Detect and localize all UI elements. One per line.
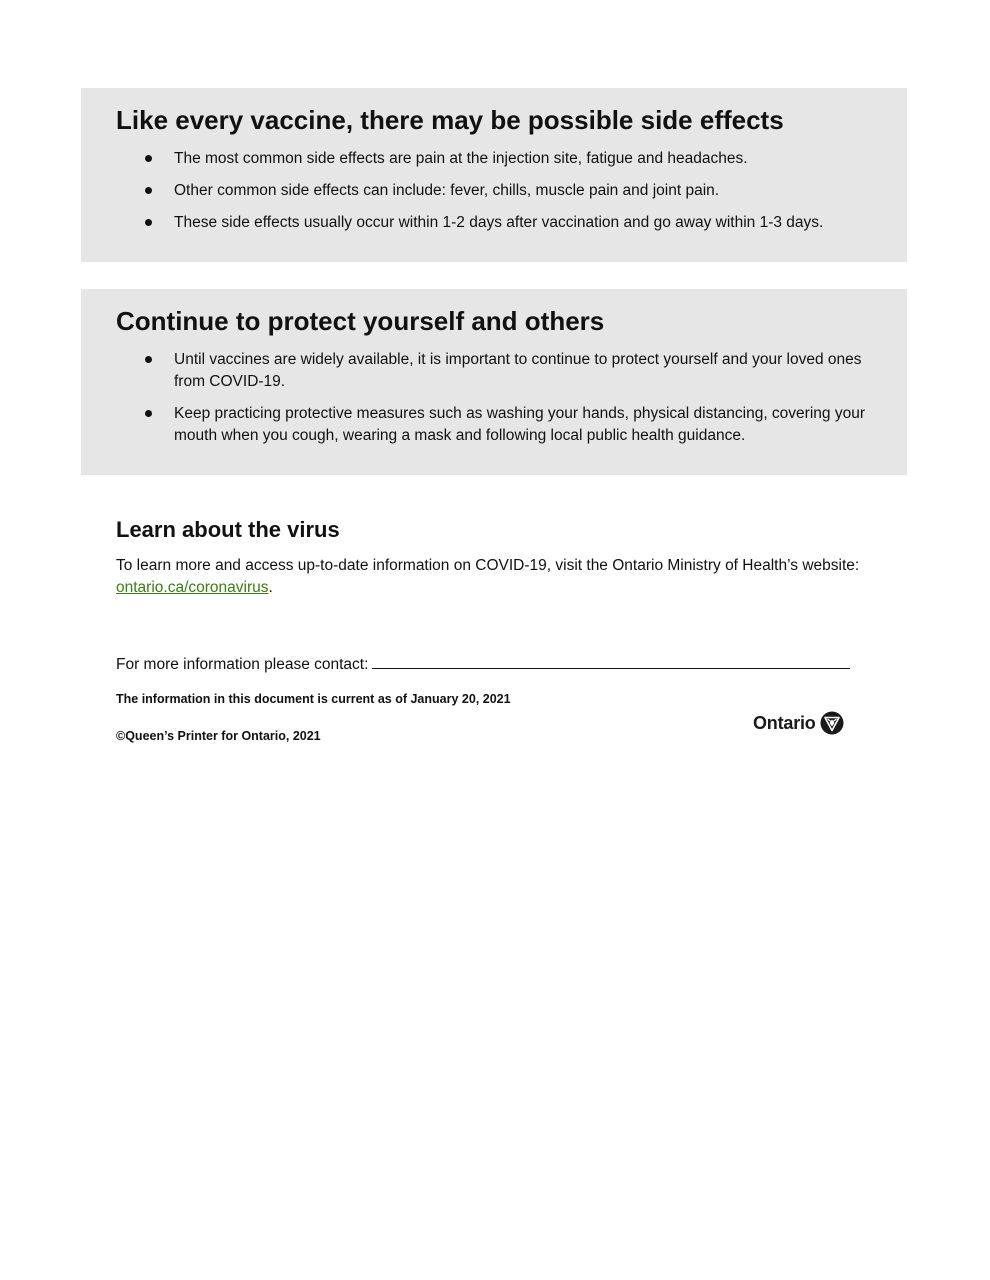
contact-blank-field xyxy=(372,652,850,669)
list-item-text: Until vaccines are widely available, it is important to continue to protect yourself and your loved ones from COVID-19. xyxy=(174,351,862,390)
contact-label: For more information please contact: xyxy=(116,656,369,673)
bullet-icon xyxy=(145,219,152,226)
contact-line xyxy=(116,652,850,676)
list-item xyxy=(116,403,871,447)
side-effects-list xyxy=(116,148,871,244)
bullet-icon xyxy=(145,410,152,417)
bullet-icon xyxy=(145,187,152,194)
copyright-note: ©Queen’s Printer for Ontario, 2021 xyxy=(116,729,321,743)
learn-text: To learn more and access up-to-date information on COVID-19, visit the Ontario Ministry of Health’s website: xyxy=(116,557,860,574)
side-effects-heading: Like every vaccine, there may be possible side effects xyxy=(116,105,784,135)
list-item xyxy=(116,148,871,170)
protect-heading: Continue to protect yourself and others xyxy=(116,306,605,336)
list-item-text: Other common side effects can include: fever, chills, muscle pain and joint pain. xyxy=(174,182,720,199)
bullet-icon xyxy=(145,155,152,162)
list-item-text: Keep practicing protective measures such as washing your hands, physical distancing, covering your mouth when you cough, wearing a mask and following local public health guidance. xyxy=(174,405,865,444)
list-item xyxy=(116,180,871,202)
learn-text-end: . xyxy=(268,579,273,596)
list-item-text: These side effects usually occur within 1-2 days after vaccination and go away within 1-3 days. xyxy=(174,214,824,231)
side-effects-panel xyxy=(81,88,907,262)
logo-text: Ontario xyxy=(753,712,816,733)
coronavirus-link[interactable]: ontario.ca/coronavirus xyxy=(116,579,269,596)
list-item xyxy=(116,212,871,234)
bullet-icon xyxy=(145,356,152,363)
protect-panel xyxy=(81,289,907,475)
learn-paragraph xyxy=(116,555,876,599)
trillium-icon xyxy=(820,711,844,735)
protect-list xyxy=(116,349,871,457)
learn-section xyxy=(116,515,876,599)
list-item xyxy=(116,349,871,393)
current-date-note: The information in this document is current as of January 20, 2021 xyxy=(116,692,511,706)
list-item-text: The most common side effects are pain at the injection site, fatigue and headaches. xyxy=(174,150,748,167)
ontario-logo xyxy=(753,711,844,735)
learn-heading: Learn about the virus xyxy=(116,517,340,542)
